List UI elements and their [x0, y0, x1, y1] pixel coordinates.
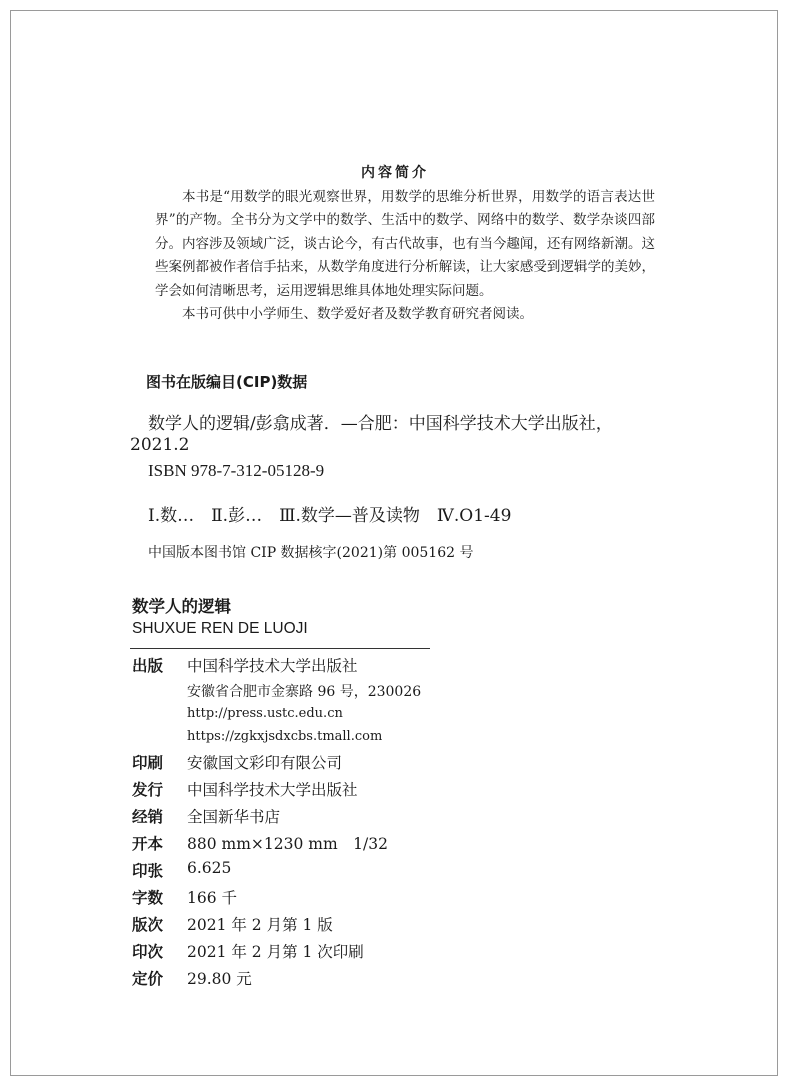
edition: 2021 年 2 月第 1 版 — [187, 916, 333, 934]
format: 880 mm×1230 mm 1/32 — [187, 835, 388, 853]
format-label: 开本 — [132, 835, 164, 853]
publisher-address: 安徽省合肥市金寨路 96 号，230026 — [187, 684, 422, 700]
cip-classification: Ⅰ.数… Ⅱ.彭… Ⅲ.数学—普及读物 Ⅳ.O1-49 — [148, 506, 512, 526]
sheets: 6.625 — [187, 859, 232, 877]
cip-record-number: 中国版本图书馆 CIP 数据核字(2021)第 005162 号 — [148, 545, 474, 561]
book-title: 数学人的逻辑 — [132, 597, 231, 616]
printing-label: 印次 — [132, 943, 164, 961]
publisher-label: 出版 — [132, 657, 164, 675]
printer: 安徽国文彩印有限公司 — [187, 754, 343, 772]
summary-title: 内容简介 — [361, 165, 429, 181]
divider — [130, 648, 430, 649]
printer-label: 印刷 — [132, 754, 164, 772]
seller-label: 经销 — [132, 808, 164, 826]
summary-paragraph: 本书是“用数学的眼光观察世界，用数学的思维分析世界，用数学的语言表达世界”的产物。全书分为文学中的数学、生活中的数学、网络中的数学、数学杂谈四部分。内容涉及领域广泛，谈古论今，有古代故事，也有当今趣闻，还有网络新潮。这些案例都被作者信手拈来，从数学角度进行分析解读，让大家感受到逻辑学的美妙，学会如何清晰思考，运用逻辑思维具体地处理实际问题。 — [155, 189, 655, 299]
sheets-label: 印张 — [132, 862, 164, 880]
isbn: ISBN 978-7-312-05128-9 — [148, 461, 325, 480]
price-label: 定价 — [132, 970, 164, 988]
printing: 2021 年 2 月第 1 次印刷 — [187, 943, 364, 961]
price: 29.80 元 — [187, 970, 252, 988]
distributor: 中国科学技术大学出版社 — [187, 781, 358, 799]
cip-citation-date: 2021.2 — [130, 435, 190, 455]
cip-heading: 图书在版编目(CIP)数据 — [146, 373, 308, 391]
summary-body — [155, 186, 655, 326]
edition-label: 版次 — [132, 916, 164, 934]
summary-paragraph: 本书可供中小学师生、数学爱好者及数学教育研究者阅读。 — [182, 306, 533, 323]
book-title-pinyin: SHUXUE REN DE LUOJI — [132, 620, 308, 637]
publisher: 中国科学技术大学出版社 — [187, 657, 358, 675]
word-count: 166 千 — [187, 889, 238, 907]
publisher-store-url: https://zgkxjsdxcbs.tmall.com — [187, 729, 383, 744]
seller: 全国新华书店 — [187, 808, 281, 826]
cip-citation: 数学人的逻辑/彭翕成著．—合肥：中国科学技术大学出版社， — [148, 414, 613, 434]
publisher-url: http://press.ustc.edu.cn — [187, 706, 343, 721]
distributor-label: 发行 — [132, 781, 164, 799]
word-count-label: 字数 — [132, 889, 164, 907]
